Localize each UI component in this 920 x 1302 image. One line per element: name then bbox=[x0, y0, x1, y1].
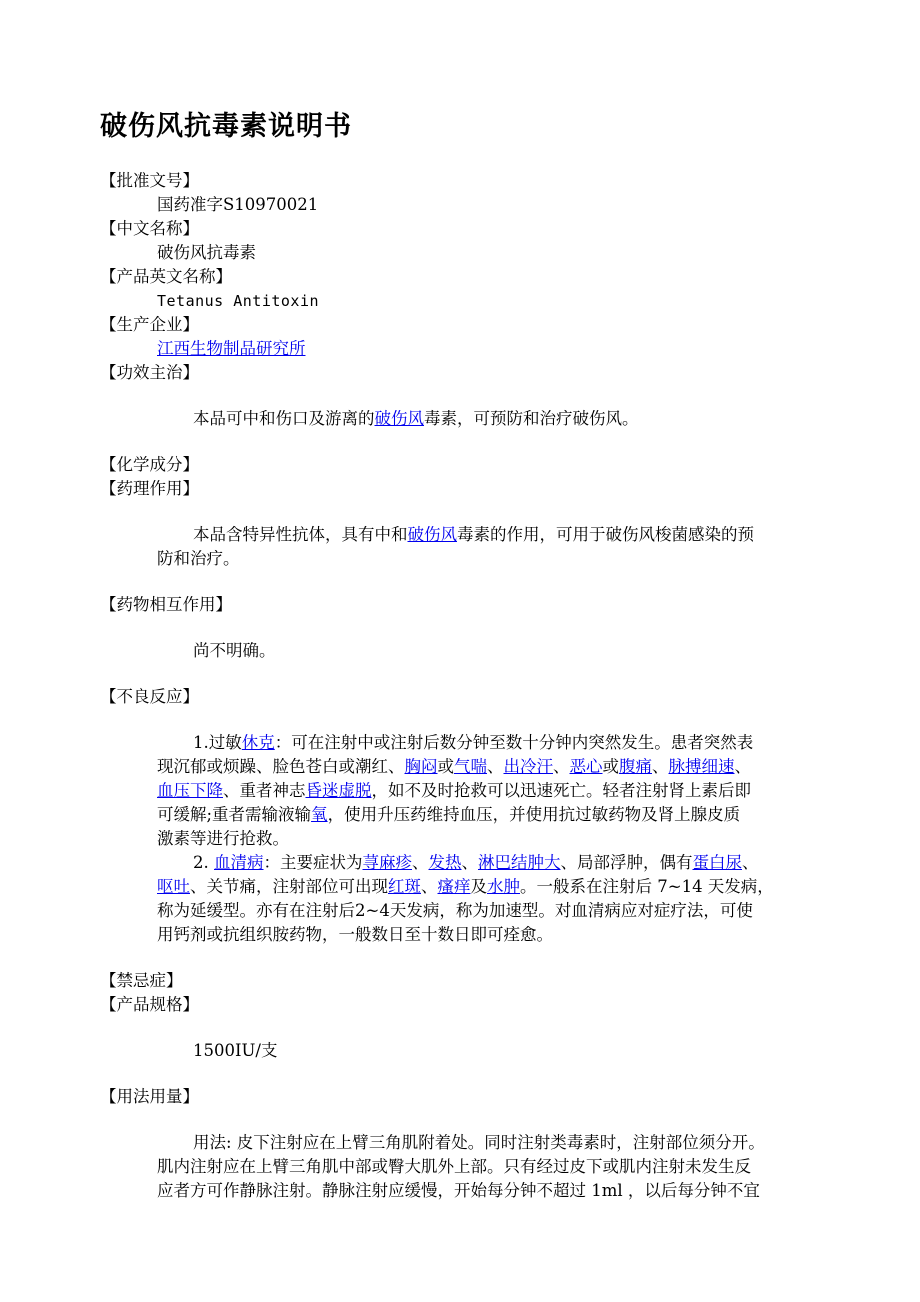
text-run: 。一般系在注射后 7~14 天发病， bbox=[520, 877, 774, 896]
text-run: 2. bbox=[193, 853, 214, 872]
link-lymphadenopathy[interactable]: 淋巴结肿大 bbox=[478, 853, 561, 872]
text-run: 、 bbox=[734, 757, 751, 776]
text-run: 或 bbox=[437, 757, 454, 776]
link-fever[interactable]: 发热 bbox=[428, 853, 462, 872]
text-run: 可缓解;重者需输液输 bbox=[157, 805, 312, 824]
heading-chemical: 【化学成分】 bbox=[100, 455, 199, 474]
adverse-p1-line-1 bbox=[193, 731, 753, 755]
heading-indications: 【功效主治】 bbox=[100, 363, 199, 382]
link-vomiting[interactable]: 呕吐 bbox=[157, 877, 190, 896]
text-run: 、 bbox=[421, 877, 438, 896]
adverse-p1-line-5: 激素等进行抢救。 bbox=[157, 829, 289, 848]
link-cold-sweat[interactable]: 出冷汗 bbox=[503, 757, 553, 776]
heading-cn-name: 【中文名称】 bbox=[100, 219, 199, 238]
heading-interaction: 【药物相互作用】 bbox=[100, 595, 232, 614]
text-run: 、局部浮肿，偶有 bbox=[560, 853, 693, 872]
link-tetanus[interactable]: 破伤风 bbox=[374, 409, 424, 428]
text-run: 、关节痛，注射部位可出现 bbox=[190, 877, 388, 896]
link-abdominal-pain[interactable]: 腹痛 bbox=[619, 757, 652, 776]
adverse-p2-line-2 bbox=[157, 875, 774, 899]
heading-manufacturer: 【生产企业】 bbox=[100, 315, 199, 334]
manufacturer-line bbox=[157, 337, 306, 361]
text-run: ：主要症状为 bbox=[263, 853, 363, 872]
text-run: 、 bbox=[742, 853, 759, 872]
adverse-p1-line-2 bbox=[157, 755, 751, 779]
text-run: 、 bbox=[412, 853, 429, 872]
link-chest-tightness[interactable]: 胸闷 bbox=[404, 757, 438, 776]
text-run: 毒素，可预防和治疗破伤风。 bbox=[424, 409, 639, 428]
interaction-text: 尚不明确。 bbox=[193, 641, 276, 660]
heading-spec: 【产品规格】 bbox=[100, 995, 199, 1014]
link-urticaria[interactable]: 荨麻疹 bbox=[362, 853, 412, 872]
text-run: 毒素的作用，可用于破伤风梭菌感染的预 bbox=[457, 525, 754, 544]
usage-line-2: 肌内注射应在上臂三角肌中部或臀大肌外上部。只有经过皮下或肌内注射未发生反 bbox=[157, 1157, 751, 1176]
cn-name-value: 破伤风抗毒素 bbox=[157, 243, 256, 262]
usage-line-3: 应者方可作静脉注射。静脉注射应缓慢，开始每分钟不超过 1ml ，以后每分钟不宜 bbox=[157, 1181, 760, 1200]
text-run: 或 bbox=[602, 757, 619, 776]
approval-number: 国药准字S10970021 bbox=[157, 195, 319, 214]
link-erythema[interactable]: 红斑 bbox=[388, 877, 421, 896]
heading-en-name: 【产品英文名称】 bbox=[100, 267, 232, 286]
spec-value: 1500IU/支 bbox=[193, 1041, 278, 1060]
text-run: 、 bbox=[487, 757, 504, 776]
en-name-value: Tetanus Antitoxin bbox=[157, 292, 320, 310]
link-edema[interactable]: 水肿 bbox=[487, 877, 520, 896]
pharmacology-line-1 bbox=[193, 523, 754, 547]
text-run: ，如不及时抢救可以迅速死亡。轻者注射肾上素后即 bbox=[371, 781, 751, 800]
adverse-p2-line-1 bbox=[193, 851, 759, 875]
heading-approval: 【批准文号】 bbox=[100, 171, 199, 190]
page-title: 破伤风抗毒素说明书 bbox=[100, 111, 352, 142]
text-run: 、 bbox=[652, 757, 669, 776]
adverse-p1-line-3 bbox=[157, 779, 751, 803]
adverse-p2-line-4: 用钙剂或抗组织胺药物，一般数日至十数日即可痊愈。 bbox=[157, 925, 553, 944]
link-asthma[interactable]: 气喘 bbox=[454, 757, 487, 776]
link-tetanus[interactable]: 破伤风 bbox=[407, 525, 457, 544]
text-run: 及 bbox=[470, 877, 487, 896]
link-oxygen[interactable]: 氧 bbox=[311, 805, 328, 824]
text-run: 本品可中和伤口及游离的 bbox=[193, 409, 375, 428]
heading-adverse: 【不良反应】 bbox=[100, 687, 199, 706]
heading-pharmacology: 【药理作用】 bbox=[100, 479, 199, 498]
indications-text bbox=[193, 407, 639, 431]
link-proteinuria[interactable]: 蛋白尿 bbox=[692, 853, 742, 872]
text-run: 、 bbox=[553, 757, 570, 776]
text-run: 1.过敏 bbox=[193, 733, 242, 752]
link-rapid-pulse[interactable]: 脉搏细速 bbox=[668, 757, 735, 776]
heading-contraindications: 【禁忌症】 bbox=[100, 971, 183, 990]
pharmacology-line-2: 防和治疗。 bbox=[157, 549, 240, 568]
link-nausea[interactable]: 恶心 bbox=[569, 757, 603, 776]
text-run: ：可在注射中或注射后数分钟至数十分钟内突然发生。患者突然表 bbox=[274, 733, 754, 752]
link-shock[interactable]: 休克 bbox=[241, 733, 275, 752]
heading-usage: 【用法用量】 bbox=[100, 1087, 199, 1106]
adverse-p1-line-4 bbox=[157, 803, 740, 827]
link-serum-sickness[interactable]: 血清病 bbox=[214, 853, 264, 872]
link-itching[interactable]: 瘙痒 bbox=[437, 877, 471, 896]
text-run: 、重者神志 bbox=[223, 781, 306, 800]
text-run: 、 bbox=[461, 853, 478, 872]
link-coma[interactable]: 昏迷虚脱 bbox=[305, 781, 372, 800]
manufacturer-link[interactable]: 江西生物制品研究所 bbox=[157, 339, 306, 358]
link-hypotension[interactable]: 血压下降 bbox=[157, 781, 223, 800]
text-run: 本品含特异性抗体，具有中和 bbox=[193, 525, 408, 544]
text-run: ，使用升压药维持血压，并使用抗过敏药物及肾上腺皮质 bbox=[327, 805, 741, 824]
adverse-p2-line-3: 称为延缓型。亦有在注射后2~4天发病，称为加速型。对血清病应对症疗法，可使 bbox=[157, 901, 753, 920]
usage-line-1: 用法: 皮下注射应在上臂三角肌附着处。同时注射类毒素时，注射部位须分开。 bbox=[193, 1133, 765, 1152]
text-run: 现沉郁或烦躁、脸色苍白或潮红、 bbox=[157, 757, 405, 776]
